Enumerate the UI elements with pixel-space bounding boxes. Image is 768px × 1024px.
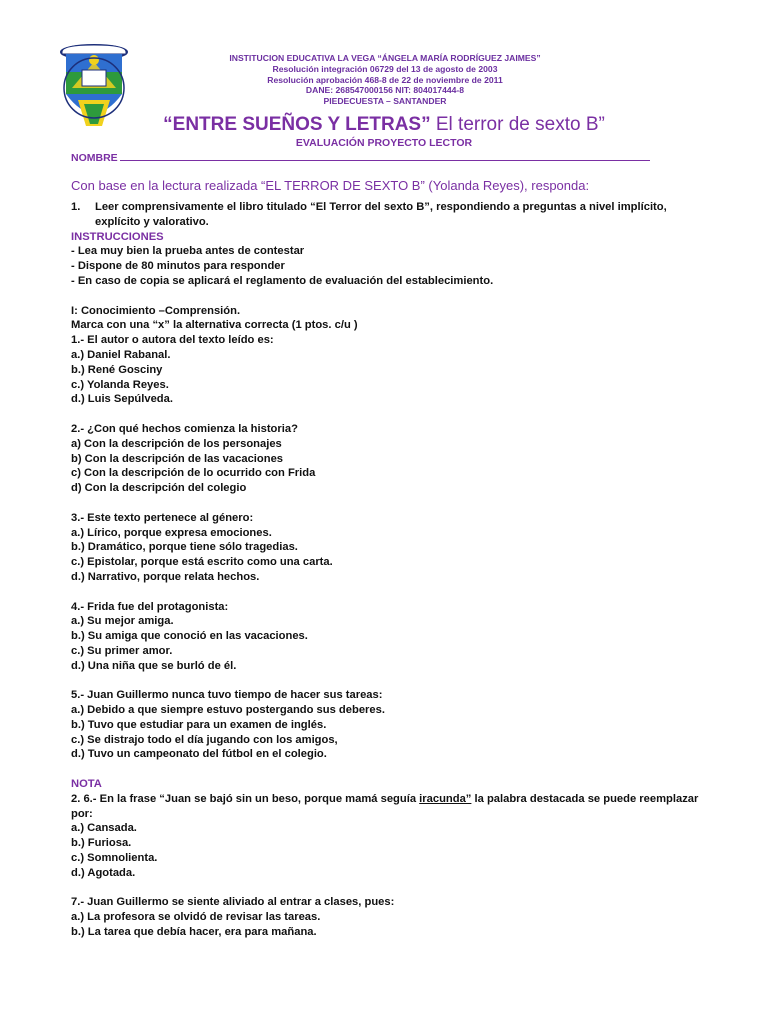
name-blank-line[interactable] — [120, 150, 650, 161]
institution-name: INSTITUCION EDUCATIVA LA VEGA “ÁNGELA MARÍA RODRÍGUEZ JAIMES” — [229, 53, 541, 63]
school-header — [150, 53, 620, 107]
question-5: 5.- Juan Guillermo nunca tuvo tiempo de hacer sus tareas: — [71, 689, 383, 702]
option[interactable]: c.) Somnolienta. — [71, 852, 158, 865]
instruction-line: - Lea muy bien la prueba antes de contestar — [71, 245, 305, 258]
title-main: “ENTRE SUEÑOS Y LETRAS” — [163, 114, 431, 135]
section-heading: I: Conocimiento –Comprensión. — [71, 304, 241, 317]
item-1 — [71, 200, 711, 230]
document-title — [0, 114, 768, 136]
question-1: 1.- El autor o autora del texto leído es: — [71, 334, 274, 347]
option[interactable]: a.) Su mejor amiga. — [71, 615, 174, 628]
instruction-line: - En caso de copia se aplicará el reglamento de evaluación del establecimiento. — [71, 274, 494, 287]
option[interactable]: d.) Tuvo un campeonato del fútbol en el colegio. — [71, 748, 327, 761]
option[interactable]: a.) Lírico, porque expresa emociones. — [71, 526, 272, 539]
dane-nit: DANE: 268547000156 NIT: 804017444-8 — [305, 85, 465, 96]
option[interactable]: d.) Agotada. — [71, 866, 136, 879]
option[interactable]: c.) Epistolar, porque está escrito como una carta. — [71, 556, 333, 569]
name-field[interactable] — [71, 150, 661, 164]
question-2: 2.- ¿Con qué hechos comienza la historia? — [71, 422, 298, 435]
location: PIEDECUESTA – SANTANDER — [323, 96, 447, 107]
option[interactable]: a.) Cansada. — [71, 822, 137, 835]
question-7: 7.- Juan Guillermo se siente aliviado al entrar a clases, pues: — [71, 896, 395, 909]
question-4: 4.- Frida fue del protagonista: — [71, 600, 229, 613]
resolucion-integracion: Resolución integración 06729 del 13 de agosto de 2003 — [272, 63, 498, 74]
option[interactable]: d.) Luis Sepúlveda. — [71, 393, 173, 406]
reading-prompt: Con base en la lectura realizada “EL TERROR DE SEXTO B” (Yolanda Reyes), responda: — [71, 178, 590, 193]
option[interactable]: b.) Su amiga que conoció en las vacaciones. — [71, 630, 308, 643]
option[interactable]: a.) Daniel Rabanal. — [71, 348, 171, 361]
document-subtitle: EVALUACIÓN PROYECTO LECTOR — [295, 137, 473, 149]
instruction-line: - Dispone de 80 minutos para responder — [71, 260, 285, 273]
question-6-prefix: 2. 6.- En la frase “Juan se bajó sin un beso, porque mamá seguía — [71, 792, 420, 805]
option[interactable]: b) Con la descripción de las vacaciones — [71, 452, 284, 465]
question-6-suffix: la palabra destacada se puede reemplazar por: — [71, 792, 699, 820]
option[interactable]: a.) La profesora se olvidó de revisar las tareas. — [71, 911, 321, 924]
title-rest: El terror de sexto B” — [430, 114, 605, 135]
option[interactable]: a) Con la descripción de los personajes — [71, 437, 282, 450]
option[interactable]: d) Con la descripción del colegio — [71, 482, 247, 495]
option[interactable]: b.) La tarea que debía hacer, era para mañana. — [71, 926, 317, 939]
option[interactable]: b.) Dramático, porque tiene sólo tragedias. — [71, 541, 298, 554]
option[interactable]: d.) Narrativo, porque relata hechos. — [71, 570, 260, 583]
option[interactable]: c.) Se distrajo todo el día jugando con los amigos, — [71, 733, 338, 746]
instructions-heading: INSTRUCCIONES — [71, 230, 164, 243]
option[interactable]: b.) Furiosa. — [71, 837, 132, 850]
option[interactable]: d.) Una niña que se burló de él. — [71, 659, 237, 672]
item-1-number: 1. — [71, 201, 81, 213]
option[interactable]: c) Con la descripción de lo ocurrido con Frida — [71, 467, 316, 480]
name-label: NOMBRE — [71, 152, 118, 164]
option[interactable]: c.) Yolanda Reyes. — [71, 378, 169, 391]
option[interactable]: a.) Debido a que siempre estuvo postergando sus deberes. — [71, 704, 385, 717]
option[interactable]: b.) Tuvo que estudiar para un examen de inglés. — [71, 718, 327, 731]
question-3: 3.- Este texto pertenece al género: — [71, 511, 254, 524]
question-6 — [71, 792, 711, 822]
option[interactable]: b.) René Gosciny — [71, 363, 163, 376]
item-1-text: Leer comprensivamente el libro titulado “El Terror del sexto B”, respondiendo a preguntas a nivel implícito, explícito y valorativo. — [95, 201, 667, 228]
option[interactable]: c.) Su primer amor. — [71, 644, 173, 657]
section-instruction: Marca con una “x” la alternativa correcta (1 ptos. c/u ) — [71, 319, 358, 332]
exam-body — [71, 200, 711, 940]
nota-label: NOTA — [71, 778, 102, 791]
resolucion-aprobacion: Resolución aprobación 468-8 de 22 de noviembre de 2011 — [267, 74, 503, 85]
highlighted-word: iracunda” — [419, 792, 472, 805]
